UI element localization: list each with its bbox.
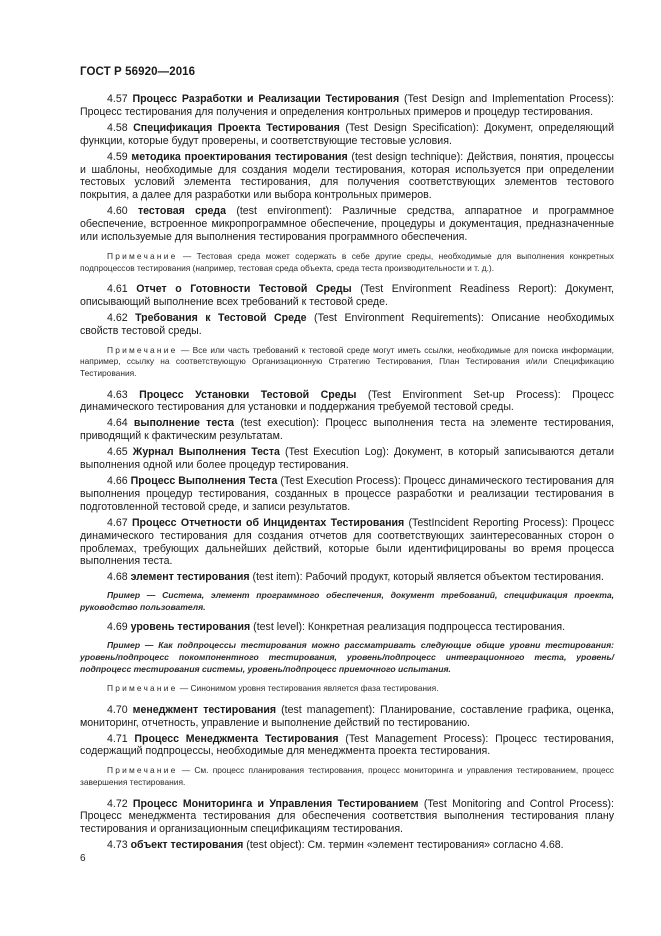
term-definition-text: (Test Execution Log): Документ, в который записываются детали выполнения одной или более процедур тестирования.	[80, 446, 614, 472]
term-number: 4.66	[107, 475, 128, 487]
term-number: 4.58	[107, 121, 128, 134]
term-definition-text: (Test Environment Readiness Report): Документ, описывающий выполнение всех требований к тестовой среде.	[80, 283, 614, 309]
term-definition-text: (Test Management Process): Процесс тестирования, содержащий подпроцессы, необходимые для менеджмента проекта тестирования.	[80, 732, 615, 758]
term-definition-text: (Test Design Specification): Документ, определяющий функции, которые будут проверены, и соответствующие тестовые условия.	[80, 121, 614, 147]
term-name: Журнал Выполнения Теста	[132, 446, 280, 459]
term-number: 4.67	[107, 516, 128, 529]
term-name: менеджмент тестирования	[132, 703, 277, 716]
term-number: 4.59	[107, 150, 128, 163]
page-number: 6	[80, 853, 86, 864]
term-name: Требования к Тестовой Среде	[135, 311, 307, 324]
term-definition	[80, 93, 614, 119]
term-number: 4.68	[107, 571, 128, 584]
term-name: Процесс Мониторинга и Управления Тестированием	[132, 797, 419, 810]
term-number: 4.69	[107, 621, 128, 634]
term-number: 4.72	[107, 797, 128, 810]
term-number: 4.73	[107, 839, 128, 852]
term-name: уровень тестирования	[130, 621, 251, 634]
note-label: Примечание	[107, 765, 178, 776]
term-definition-text: (test environment): Различные средства, аппаратное и программное обеспечение, встроенное микропрограммное обеспечение, процедуры и документация, предназначенные или используемые для выполнения тестирования программного обеспечения.	[80, 205, 614, 244]
term-definition-text: (Test Design and Implementation Process): Процесс тестирования для получения и определения контрольных примеров и процедур тестирования.	[80, 93, 614, 118]
example: Пример — Как подпроцессы тестирования можно рассматривать следующие общие уровни тестирования: уровень/подпроцесс покомпонентного тестирования, уровень/подпроцесс интеграционного теста, уровень/подпроцесс тестирования системы, уровень/подпроцесс приемочного испытания.	[80, 640, 614, 674]
term-definition-text: (test management): Планирование, составление графика, оценка, мониторинг, отчетность, управление и выполнение действий по тестированию.	[80, 703, 614, 729]
term-definition-text: (test item): Рабочий продукт, который является объектом тестирования.	[249, 571, 604, 584]
note-text: — Синонимом уровня тестирования является фаза тестирования.	[177, 683, 439, 694]
note-label: Примечание	[107, 683, 178, 694]
term-number: 4.60	[107, 205, 128, 218]
note	[80, 765, 614, 788]
term-definition	[80, 704, 614, 730]
term-definition-text: (Test Monitoring and Control Process): Процесс менеджмента тестирования для обеспечения соответствия выполнения тестирования плану тестирования и организационным спецификациям тестирования.	[80, 797, 614, 836]
term-number: 4.57	[107, 93, 128, 105]
term-definition	[80, 621, 614, 634]
note-text: — См. процесс планирования тестирования, процесс мониторинга и управления тестированием, процесс завершения тестирования.	[80, 765, 614, 787]
term-definition	[80, 205, 614, 244]
term-definition-text: (test execution): Процесс выполнения теста на элементе тестирования, приводящий к фактическим результатам.	[80, 417, 614, 443]
document-body	[80, 93, 614, 855]
note-label: Примечание	[107, 250, 178, 261]
term-definition-text: (test object): См. термин «элемент тестирования» согласно 4.68.	[243, 839, 564, 852]
term-name: Процесс Выполнения Теста	[130, 475, 278, 487]
term-number: 4.61	[107, 283, 128, 296]
term-name: Спецификация Проекта Тестирования	[133, 121, 340, 134]
term-name: Процесс Менеджмента Тестирования	[134, 732, 339, 745]
note	[80, 345, 614, 380]
term-number: 4.65	[107, 446, 128, 459]
term-definition	[80, 283, 614, 309]
term-definition-text: (Test Environment Set-up Process): Процесс динамического тестирования для установки и поддержания требуемой тестовой среды.	[80, 388, 614, 414]
term-name: выполнение теста	[133, 417, 235, 430]
term-definition	[80, 571, 614, 584]
term-definition-text: (test design technique): Действия, понятия, процессы и шаблоны, необходимые для создания модели тестирования, которая используется при определении тестовых условий элемента тестирования, для получения соответствующих элементов тестового покрытия, а далее для разработки или выбора контрольных примеров.	[80, 150, 615, 202]
document-header: ГОСТ Р 56920—2016	[80, 66, 196, 78]
term-definition	[80, 312, 614, 338]
term-number: 4.71	[107, 732, 128, 745]
term-definition	[80, 839, 614, 852]
note	[80, 683, 614, 695]
term-definition-text: (Test Execution Process): Процесс динамического тестирования для выполнения процедур тестирования, созданных в процессе разработки и реализации тестирования в подготовленной тестовой среде, и записи результатов.	[80, 475, 614, 513]
term-definition	[80, 475, 614, 514]
term-name: Процесс Установки Тестовой Среды	[139, 388, 357, 401]
term-definition	[80, 151, 614, 203]
term-name: элемент тестирования	[130, 571, 250, 584]
note-text: — Тестовая среда может содержать в себе другие среды, необходимые для выполнения конкретных подпроцессов тестирования (например, тестовая среда объекта, среда теста производительности и т. д.).	[80, 250, 614, 273]
term-definition	[80, 733, 614, 759]
term-definition-text: (test level): Конкретная реализация подпроцесса тестирования.	[250, 621, 566, 634]
term-name: тестовая среда	[137, 205, 226, 218]
term-name: Отчет о Готовности Тестовой Среды	[136, 283, 352, 296]
term-definition	[80, 389, 614, 415]
note-text: — Все или часть требований к тестовой среде могут иметь ссылки, необходимые для поиска информации, например, ссылку на соответствующую Организационную Стратегию Тестирования, План Тестирования и/или Спецификацию Тестирования.	[80, 344, 614, 378]
term-number: 4.62	[107, 311, 128, 324]
term-number: 4.64	[107, 417, 128, 430]
term-name: Процесс Разработки и Реализации Тестирования	[132, 93, 400, 105]
term-definition	[80, 446, 614, 472]
note	[80, 251, 614, 274]
example: Пример — Система, элемент программного обеспечения, документ требований, спецификация проекта, руководство пользователя.	[80, 590, 614, 612]
term-name: Процесс Отчетности об Инцидентах Тестирования	[131, 516, 405, 529]
term-name: объект тестирования	[130, 839, 244, 852]
term-number: 4.63	[107, 388, 128, 401]
term-definition-text: (Test Environment Requirements): Описание необходимых свойств тестовой среды.	[80, 311, 614, 337]
term-definition	[80, 417, 614, 443]
term-definition-text: (TestIncident Reporting Process): Процесс динамического тестирования для создания отчетов для соответствующих заинтересованных сторон о проблемах, требующих дальнейших действий, которые были идентифицированы во время процесса выполнения теста.	[80, 516, 614, 568]
note-label: Примечание	[107, 344, 178, 355]
term-definition	[80, 122, 614, 148]
term-number: 4.70	[107, 703, 128, 716]
term-name: методика проектирования тестирования	[131, 150, 348, 163]
term-definition	[80, 517, 614, 569]
term-definition	[80, 798, 614, 837]
